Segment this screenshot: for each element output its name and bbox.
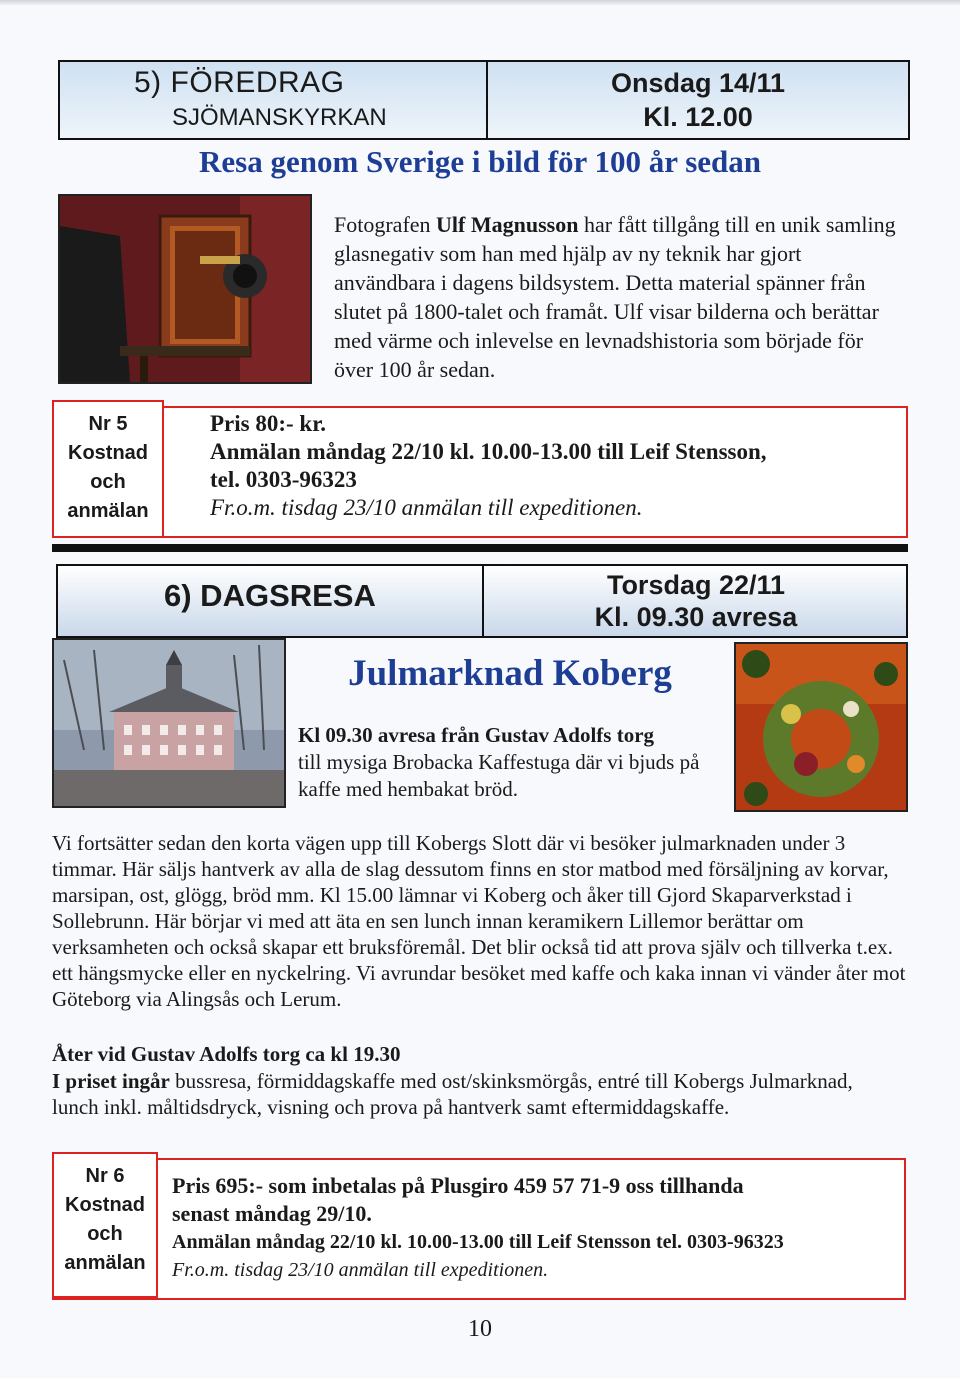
event6-depart-rest: till mysiga Brobacka Kaffestuga där vi bjuds på kaffe med hembakat bröd.	[298, 750, 700, 801]
event6-incl-bold: I priset ingår	[52, 1069, 170, 1093]
event5-title: Resa genom Sverige i bild för 100 år sedan	[198, 144, 761, 179]
event6-return: Åter vid Gustav Adolfs torg ca kl 19.30	[52, 1042, 401, 1066]
event5-signup: Anmälan måndag 22/10 kl. 10.00-13.00 till Leif Stensson,	[210, 439, 767, 464]
event6-title: Julmarknad Koberg	[348, 653, 672, 694]
event5-reg-label-1: Nr 5	[88, 413, 128, 435]
event5-registration-label	[52, 400, 164, 538]
event6-reg-label-1: Nr 6	[85, 1165, 125, 1187]
event5-header-left	[60, 62, 488, 138]
event5-time: Kl. 12.00	[643, 102, 753, 132]
castle-photo	[52, 638, 286, 808]
event6-reg-label-4: anmälan	[64, 1252, 146, 1274]
event5-note: Fr.o.m. tisdag 23/10 anmälan till expeditionen.	[210, 495, 643, 520]
event5-phone: tel. 0303-96323	[210, 467, 357, 492]
event6-depart-bold: Kl 09.30 avresa från Gustav Adolfs torg	[298, 723, 655, 747]
event6-reg-label-2: Kostnad	[65, 1194, 145, 1216]
event5-reg-label-2: Kostnad	[68, 442, 148, 464]
event6-header-left	[58, 566, 484, 636]
event6-header-right	[486, 566, 906, 636]
event6-registration-label	[52, 1152, 158, 1298]
event6-header	[56, 564, 908, 638]
event6-registration-text	[172, 1172, 900, 1284]
event5-reg-label-3: och	[90, 471, 126, 493]
event5-desc-prefix: Fotografen	[334, 212, 437, 237]
event6-included	[52, 1068, 888, 1120]
event6-reg-label-3: och	[87, 1223, 123, 1245]
wreath-photo	[734, 642, 908, 812]
event5-header	[58, 60, 910, 140]
camera-photo	[58, 194, 312, 384]
event5-reg-label-4: anmälan	[67, 500, 149, 522]
event5-registration-text	[210, 410, 900, 522]
event6-price: Pris 695:- som inbetalas på Plusgiro 459 57 71-9 oss tillhanda	[172, 1173, 744, 1198]
event6-paragraph: Vi fortsätter sedan den korta vägen upp till Kobergs Slott där vi besöker julmarknaden under 3 timmar. Här säljs hantverk av alla de slag dessutom finns en stor matbod med försäljning av korvar, marsipan, ost, glögg, bröd mm. Kl 15.00 lämnar vi Koberg och åker till Gjord Skaparverkstad i Sollebrunn. Här börjar vi med att äta en sen lunch innan keramikern Lillemor berättar om verksamheten och också skapar ett bruksföremål. Det blir också tid att prova själv och tillverka t.ex. ett hängsmycke eller en nyckelring. Vi avrundar besöket med kaffe och kaka innan vi vänder åter mot Göteborg via Alingsås och Lerum.	[52, 831, 906, 1011]
event6-signup: Anmälan måndag 22/10 kl. 10.00-13.00 till Leif Stensson tel. 0303-96323	[172, 1231, 784, 1253]
event6-time: Kl. 09.30 avresa	[594, 602, 798, 632]
event6-day: Torsdag 22/11	[606, 570, 786, 600]
event5-price: Pris 80:- kr.	[210, 411, 327, 436]
event6-deadline: senast måndag 29/10.	[172, 1201, 372, 1226]
page-number: 10	[468, 1316, 492, 1342]
event5-header-right	[488, 62, 908, 138]
event5-desc-body: har fått tillgång till en unik samling glasnegativ som han med hjälp av ny teknik har gjort användbara i dagens bildsystem. Detta material spänner från slutet på 1800-talet och framåt. Ulf visar bilderna och berättar med värme och inlevelse en levnadshistoria som började för över 100 år sedan.	[334, 212, 896, 382]
event5-desc-name: Ulf Magnusson	[436, 212, 579, 237]
event6-incl-rest: bussresa, förmiddagskaffe med ost/skinksmörgås, entré till Kobergs Julmarknad, lunch inkl. måltidsdryck, visning och prova på hantverk samt eftermiddagskaffe.	[52, 1069, 853, 1119]
event5-day: Onsdag 14/11	[610, 68, 786, 98]
section-divider	[52, 544, 908, 552]
event6-heading: 6) DAGSRESA	[164, 578, 376, 613]
event6-note: Fr.o.m. tisdag 23/10 anmälan till expeditionen.	[172, 1259, 549, 1281]
event5-description	[334, 210, 906, 384]
event5-heading: 5) FÖREDRAG	[134, 66, 345, 99]
event5-venue: SJÖMANSKYRKAN	[172, 104, 387, 131]
event6-departure	[298, 722, 728, 803]
top-edge	[0, 0, 960, 6]
